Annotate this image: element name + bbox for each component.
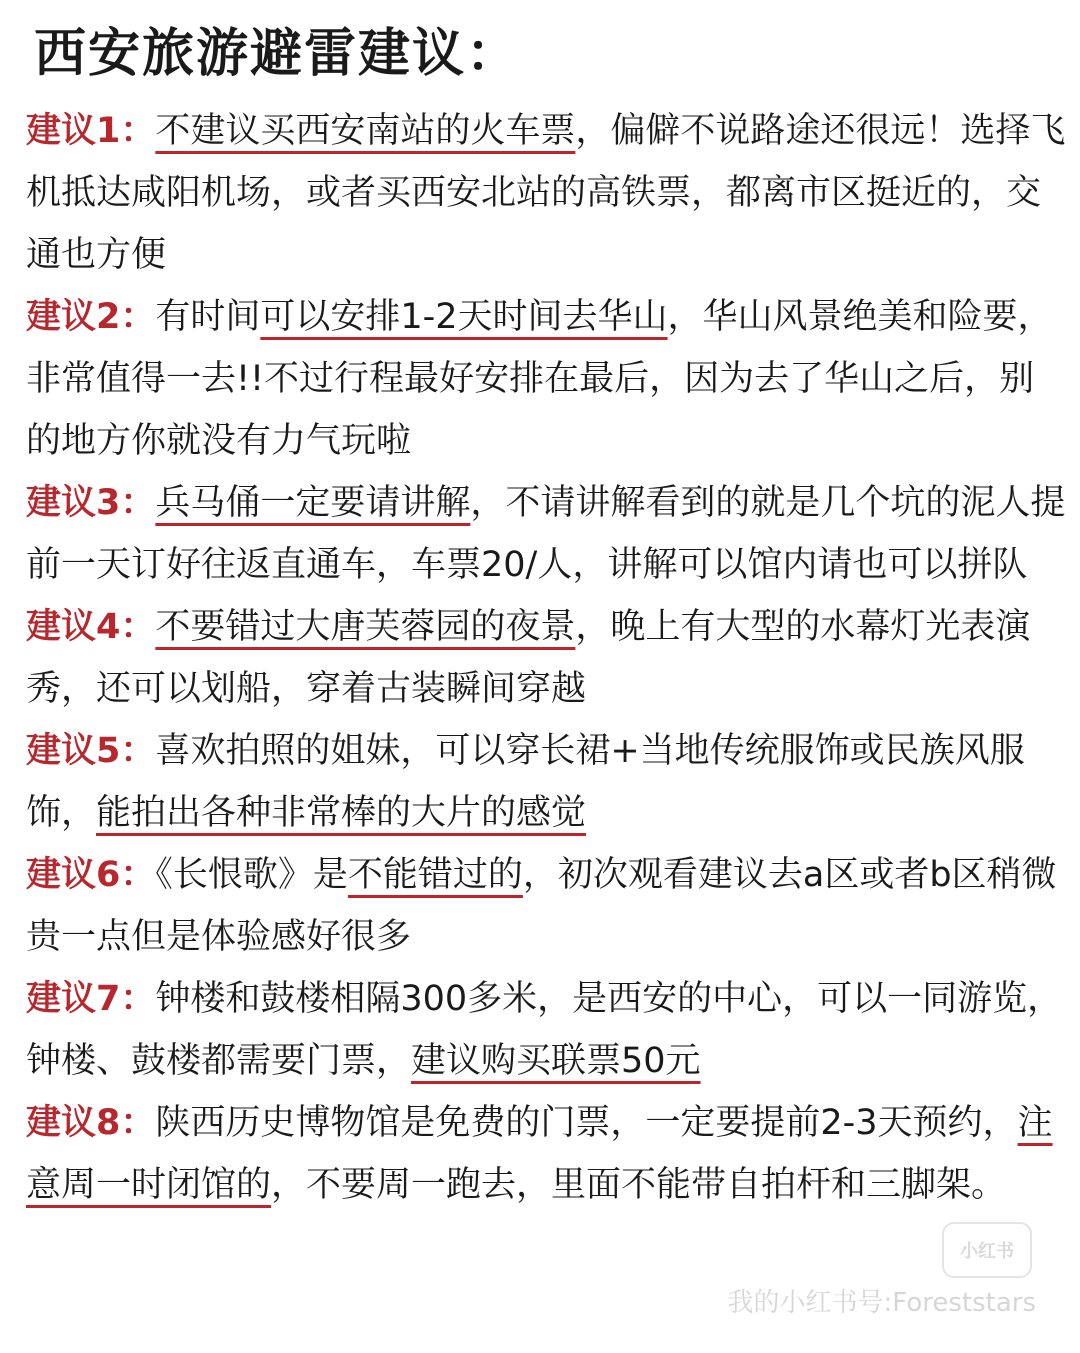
tip-label: 建议8： <box>26 1103 156 1143</box>
tip-text: ，晚上有大型的水幕灯光表演秀，还可以划船，穿着古装瞬间穿越 <box>26 607 1031 709</box>
tip-label: 建议1： <box>26 111 156 151</box>
tip-text: ，偏僻不说路途还很远！选择飞机抵达咸阳机场，或者买西安北站的高铁票，都离市区挺近的，交通也方便 <box>26 111 1066 275</box>
tip-item <box>26 286 1066 472</box>
tip-item <box>26 968 1066 1092</box>
tip-highlight: 兵马俑一定要请讲解 <box>155 483 471 523</box>
tip-text: 有时间 <box>155 297 261 337</box>
tip-item <box>26 472 1066 596</box>
tip-text: ，不请讲解看到的就是几个坑的泥人提前一天订好往返直通车，车票20/人，讲解可以馆内请也可以拼队 <box>26 483 1066 585</box>
tip-highlight: 不要错过大唐芙蓉园的夜景 <box>155 607 576 647</box>
tip-highlight: 不能错过的 <box>347 855 523 895</box>
tip-label: 建议7： <box>26 979 156 1019</box>
tip-item <box>26 596 1066 720</box>
page-title: 西安旅游避雷建议： <box>34 24 521 84</box>
tip-highlight: 注意周一时闭馆的 <box>26 1103 1053 1205</box>
tip-text: 喜欢拍照的姐妹，可以穿长裙+当地传统服饰或民族风服饰， <box>26 731 1025 833</box>
tip-label: 建议5： <box>26 731 156 771</box>
tip-label: 建议3： <box>26 483 156 523</box>
tip-highlight: 建议购买联票50元 <box>411 1041 701 1081</box>
tip-highlight: 可以安排1-2天时间去华山 <box>260 297 668 337</box>
tip-text: ，初次观看建议去a区或者b区稍微贵一点但是体验感好很多 <box>26 855 1057 957</box>
watermark: 我的小红书号:Foreststars <box>727 1288 1036 1318</box>
tip-item <box>26 100 1066 286</box>
tip-highlight: 不建议买西安南站的火车票 <box>155 111 576 151</box>
tip-text: 《长恨歌》是 <box>155 855 348 895</box>
tip-text: 陕西历史博物馆是免费的门票，一定要提前2-3天预约， <box>155 1103 1018 1143</box>
tip-item <box>26 1092 1066 1216</box>
tip-item <box>26 844 1066 968</box>
tip-label: 建议2： <box>26 297 156 337</box>
tip-label: 建议4： <box>26 607 156 647</box>
tip-label: 建议6： <box>26 855 156 895</box>
tips-list <box>26 100 1066 1216</box>
tip-item <box>26 720 1066 844</box>
tip-text: ，不要周一跑去，里面不能带自拍杆和三脚架。 <box>271 1165 1007 1205</box>
tip-text: 钟楼和鼓楼相隔300多米，是西安的中心，可以一同游览，钟楼、鼓楼都需要门票， <box>26 979 1063 1081</box>
tip-highlight: 能拍出各种非常棒的大片的感觉 <box>96 793 587 833</box>
xiaohongshu-logo-icon: 小红书 <box>942 1222 1032 1278</box>
tip-text: ，华山风景绝美和险要，非常值得一去!!不过行程最好安排在最后，因为去了华山之后，别的地方你就没有力气玩啦 <box>26 297 1053 461</box>
